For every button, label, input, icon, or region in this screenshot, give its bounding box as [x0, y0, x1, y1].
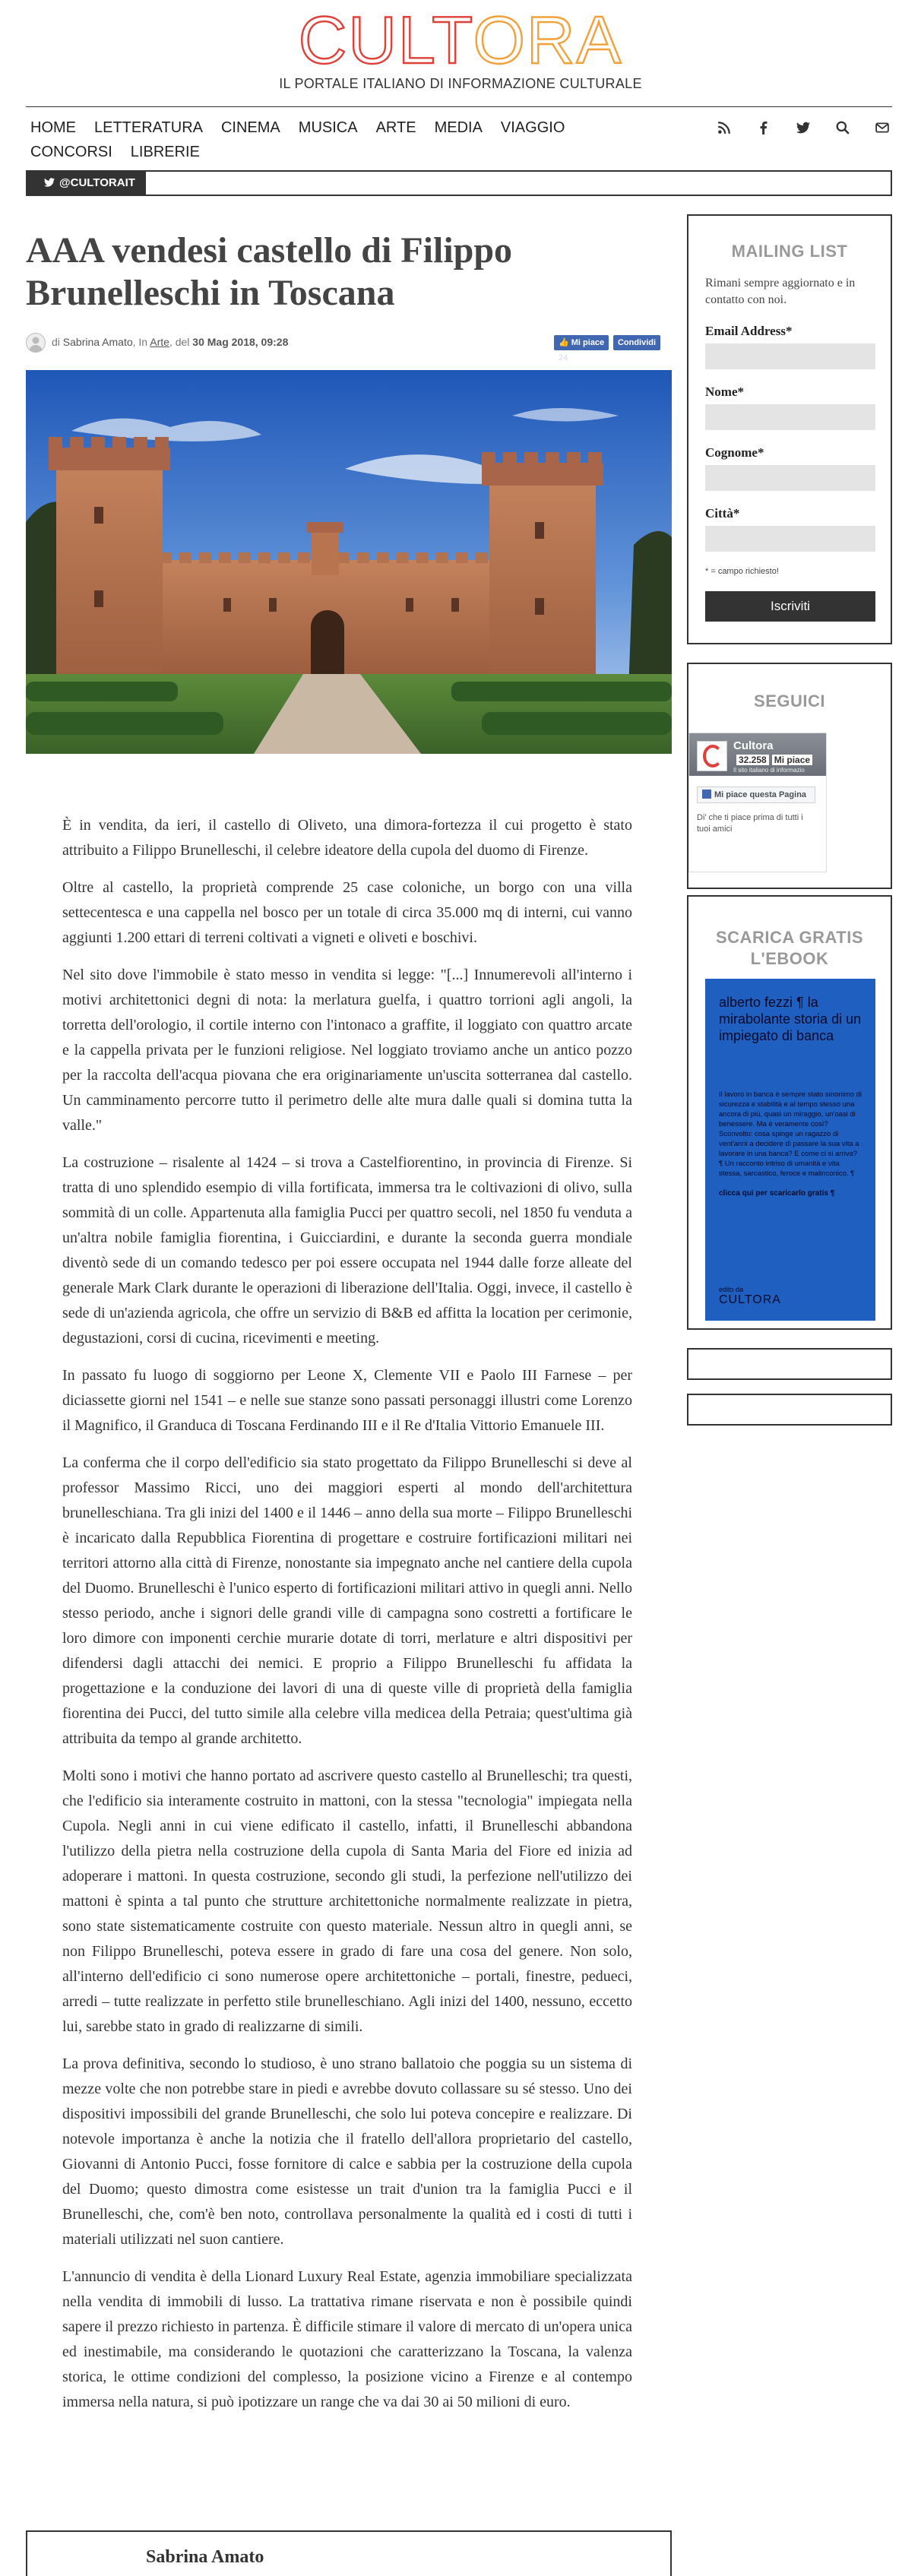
ebook-widget — [687, 895, 892, 1330]
nav-librerie[interactable]: LIBRERIE — [130, 144, 200, 160]
follow-title: SEGUICI — [754, 691, 825, 710]
ebook-cover-desc: Il lavoro in banca è sempre stato sinonimo di sicurezza e stabilità e al tempo stesso una ancora di più, quasi un miraggio, un'oasi di benessere. Ma è veramente così? Sconvolto: cosa spinge un ragazzo di vent'anni a decidere di passare la sua vita a lavorare in una banca? E come ci si arriva? ¶ Un racconto intriso di umanità e vita stessa, sarcastico, feroce e malinconico. ¶ — [719, 1090, 862, 1178]
article-paragraph: È in vendita, da ieri, il castello di Oliveto, una dimora-fortezza il cui progetto è stato attribuito a Filippo Brunelleschi, il celebre ideatore della cupola del duomo di Firenze. — [62, 817, 632, 859]
logo-wordmark: CULTORA — [298, 2, 623, 78]
facebook-friends-note: Di' che ti piace prima di tutti i tuoi amici — [697, 813, 803, 834]
ebook-download-link[interactable]: clicca qui per scaricarlo gratis ¶ — [719, 1189, 835, 1198]
twitter-bar — [26, 170, 892, 196]
sidebar-empty-widget — [687, 1394, 892, 1426]
article-byline — [26, 333, 672, 362]
facebook-page-name[interactable]: Cultora — [733, 739, 774, 752]
publish-date: 30 Mag 2018, 09:28 — [192, 336, 289, 348]
email-field[interactable] — [705, 343, 875, 369]
nav-viaggio[interactable]: VIAGGIO — [500, 119, 565, 136]
author-link[interactable]: Sabrina Amato — [62, 336, 133, 348]
nav-home[interactable]: HOME — [30, 119, 76, 136]
facebook-icon — [702, 790, 711, 799]
nav-arte[interactable]: ARTE — [375, 119, 416, 136]
nav-letteratura[interactable]: LETTERATURA — [94, 119, 203, 136]
nav-cinema[interactable]: CINEMA — [220, 119, 280, 136]
header-divider — [26, 106, 892, 107]
article-paragraph: L'annuncio di vendita è della Lionard Luxury Real Estate, agenzia immobiliare specializzata nella vendita di immobili di lusso. La trattativa rimane riservata e non è possibile quindi sapere il prezzo richiesto in partenza. È difficile stimare il valore di mercato di un'opera unica ed inestimabile, ma considerando le quotazioni che caratterizzano la Toscana, la valenza storica, le ottime condizioni del complesso, la posizione vicino a Firenze e al contempo immersa nella natura, si può ipotizzare un range che va dai 30 ai 50 milioni di euro. — [62, 2268, 632, 2410]
article-paragraph: Oltre al castello, la proprietà comprende 25 case coloniche, un borgo con una villa settecentesca e una cappella nel bosco per un totale di circa 35.000 mq di interni, cui vanno aggiunti 1.200 ettari di terreni coltivati a vigneti e oliveti e boschivi. — [62, 879, 632, 946]
facebook-share-button[interactable]: Condividi — [613, 335, 660, 350]
ebook-title: SCARICA GRATIS L'EBOOK — [716, 928, 863, 968]
rss-icon[interactable] — [716, 116, 733, 140]
mailing-list-title: MAILING LIST — [731, 242, 848, 261]
main-nav — [30, 116, 654, 164]
facebook-like-count: 32.258 Mi piace — [733, 755, 812, 765]
article-paragraph: Nel sito dove l'immobile è stato messo in vendita si legge: "[...] Innumerevoli all'interno i motivi architettonici degni di nota: la merlatura guelfa, i quattro torrioni agli angoli, la torretta dell'orologio, il cortile interno con l'intonaco a graffite, il loggiato con quattro arcate e la cappella privata per le funzioni religiose. Nel loggiato troviamo anche un antico pozzo per la raccolta dell'acqua piovana che era originariamente un'uscita sotterranea dal castello. Un camminamento percorre tutto il perimetro delle alte mura dalle quali si domina tutta la valle." — [62, 967, 632, 1134]
surname-field[interactable] — [705, 465, 875, 491]
article-title: AAA vendesi castello di Filippo Brunelleschi in Toscana — [26, 230, 513, 313]
surname-label: Cognome* — [705, 445, 764, 460]
category-link[interactable]: Arte — [150, 336, 169, 348]
site-tagline: IL PORTALE ITALIANO DI INFORMAZIONE CULTURALE — [279, 76, 642, 91]
nav-media[interactable]: MEDIA — [434, 119, 483, 136]
required-note: * = campo richiesto! — [705, 567, 779, 576]
article-paragraph: In passato fu luogo di soggiorno per Leone X, Clemente VII e Paolo III Farnese – per diciassette giorni nel 1541 – e nelle sue stanze sono passati personaggi illustri come Lorenzo il Magnifico, il Granduca di Toscana Ferdinando III e il Re d'Italia Vittorio Emanuele III. — [62, 1367, 632, 1434]
article-body — [62, 813, 632, 2427]
city-field[interactable] — [705, 526, 875, 552]
search-icon[interactable] — [834, 116, 851, 140]
facebook-like-page-button[interactable]: Mi piace questa Pagina — [697, 786, 815, 803]
article-paragraph: La conferma che il corpo dell'edificio sia stato progettato da Filippo Brunelleschi si deve al professor Massimo Ricci, uno dei maggiori esperti al mondo dell'architettura brunelleschiana. Tra gli inizi del 1400 e il 1446 – anno della sua morte – Filippo Brunelleschi è incaricato dalla Repubblica Fiorentina di progettare e costruire fortificazioni militari nei territori attorno alla città di Firenze, nonostante sia impegnato anche nel cantiere della cupola del Duomo. Brunelleschi è l'unico esperto di fortificazioni militari attivo in quegli anni. Nello stesso periodo, anche i signori delle grandi ville di campagna sono costretti a fortificare le loro dimore con imponenti cerchie murarie dotate di torri, merlature e altri dispositivi per difendersi dagli attacchi dei nemici. E proprio a Filippo Brunelleschi fu affidata la progettazione e la conduzione dei lavori di una di queste ville di proprietà della famiglia fiorentina dei Pucci, del tutto simile alla celebre villa medicea della Petraia; quest'ultima già attribuita da tempo al grande architetto. — [62, 1454, 632, 1747]
ebook-cover[interactable] — [705, 979, 875, 1321]
ebook-cover-title: alberto fezzi ¶ la mirabolante storia di un impiegato di banca — [719, 995, 862, 1043]
author-box — [26, 2530, 672, 2576]
mailing-list-widget — [687, 214, 892, 644]
follow-widget — [687, 663, 892, 889]
facebook-page-desc: Il sito italiano di informazio — [733, 767, 805, 774]
nav-concorsi[interactable]: CONCORSI — [30, 144, 112, 160]
author-avatar — [26, 333, 46, 353]
article-paragraph: La costruzione – risalente al 1424 – si trova a Castelfiorentino, in provincia di Firenze. Si tratta di uno splendido esempio di villa fortificata, immersa tra le coltivazioni di olivo, sulla sommità di un colle. Appartenuta alla famiglia Pucci per quattro secoli, nel 1850 fu venduta a un'altra nobile famiglia fiorentina, i Guicciardini, e durante la seconda guerra mondiale diventò sede di un comando tedesco per poi essere occupata nel 1944 dalle forze alleate del generale Mark Clark durante le operazioni di liberazione dell'Italia. Oggi, invece, il castello è sede di un'azienda agricola, che offre un servizio di B&B ed affitta la location per cerimonie, degustazioni, corsi di cucina, ricevimenti e meeting. — [62, 1154, 632, 1347]
facebook-icon[interactable] — [755, 116, 772, 140]
subscribe-button[interactable]: Iscriviti — [705, 591, 875, 622]
name-field[interactable] — [705, 404, 875, 430]
social-icons — [716, 116, 891, 140]
hero-image-castle — [26, 370, 672, 754]
twitter-bird-icon — [44, 177, 55, 188]
twitter-icon[interactable] — [795, 116, 812, 140]
city-label: Città* — [705, 506, 740, 521]
email-label: Email Address* — [705, 324, 793, 338]
cultora-logo-icon[interactable] — [697, 741, 727, 771]
nav-musica[interactable]: MUSICA — [298, 119, 358, 136]
author-box-name[interactable]: Sabrina Amato — [146, 2547, 264, 2567]
mailing-list-intro: Rimani sempre aggiornato e in contatto con noi. — [705, 277, 856, 306]
ebook-publisher: edito da CULTORA — [719, 1286, 781, 1306]
byline-meta: di Sabrina Amato, In Arte, del 30 Mag 2018, 09:28 — [52, 336, 289, 348]
twitter-handle: @CULTORAIT — [59, 176, 135, 189]
article-paragraph: La prova definitiva, secondo lo studioso, è uno strano ballatoio che poggia su un sistema di mezze volte che non potrebbe stare in piedi e avrebbe dovuto collassare su sé stesso. Uno dei dispositivi impossibili del grande Brunelleschi, che solo lui poteva concepire e realizzare. Di notevole importanza è anche la notizia che il fratello dell'allora proprietario del castello, Giovanni di Antonio Pucci, fosse fornitore di calce e sabbia per la costruzione della cupola del Duomo; questo dimostra come esistesse un trait d'union tra la famiglia Pucci e il Brunelleschi, che, com'è ben noto, controllava personalmente la qualità ed i costi di tutti i materiali utilizzati nel suon cantiere. — [62, 2055, 632, 2248]
facebook-like-button[interactable]: 👍 Mi piace 24 — [554, 335, 609, 350]
site-logo[interactable] — [0, 2, 921, 92]
sidebar-empty-widget — [687, 1348, 892, 1380]
facebook-page-plugin — [688, 733, 827, 872]
name-label: Nome* — [705, 385, 744, 399]
mail-icon[interactable] — [874, 116, 891, 140]
twitter-follow-tag[interactable] — [27, 172, 146, 195]
article-paragraph: Molti sono i motivi che hanno portato ad ascrivere questo castello al Brunelleschi; tra questi, che l'edificio sia interamente costruito in mattoni, con la stessa "tecnologia" impiegata nella Cupola. Negli anni in cui viene edificato il castello, infatti, il Brunelleschi abbandona l'utilizzo della pietra nella costruzione della cupola di Santa Maria del Fiore ed inizia ad adoperare i mattoni. In questa costruzione, secondo gli studi, la perfezione nell'utilizzo dei mattoni è spinta a tal punto che strutture architettoniche normalmente realizzate in pietra, sono state sistematicamente costruite con questo materiale. Nessun altro in quegli anni, se non Filippo Brunelleschi, poteva essere in grado di fare una cosa del genere. Non solo, all'interno dell'edificio ci sono numerose opere architettoniche – portali, finestre, pedueci, arredi – tutte realizzate in perfetto stile brunelleschiano. Agli inizi del 1400, nessuno, eccetto lui, sarebbe stato in grado di realizzarne di simili. — [62, 1767, 632, 2035]
